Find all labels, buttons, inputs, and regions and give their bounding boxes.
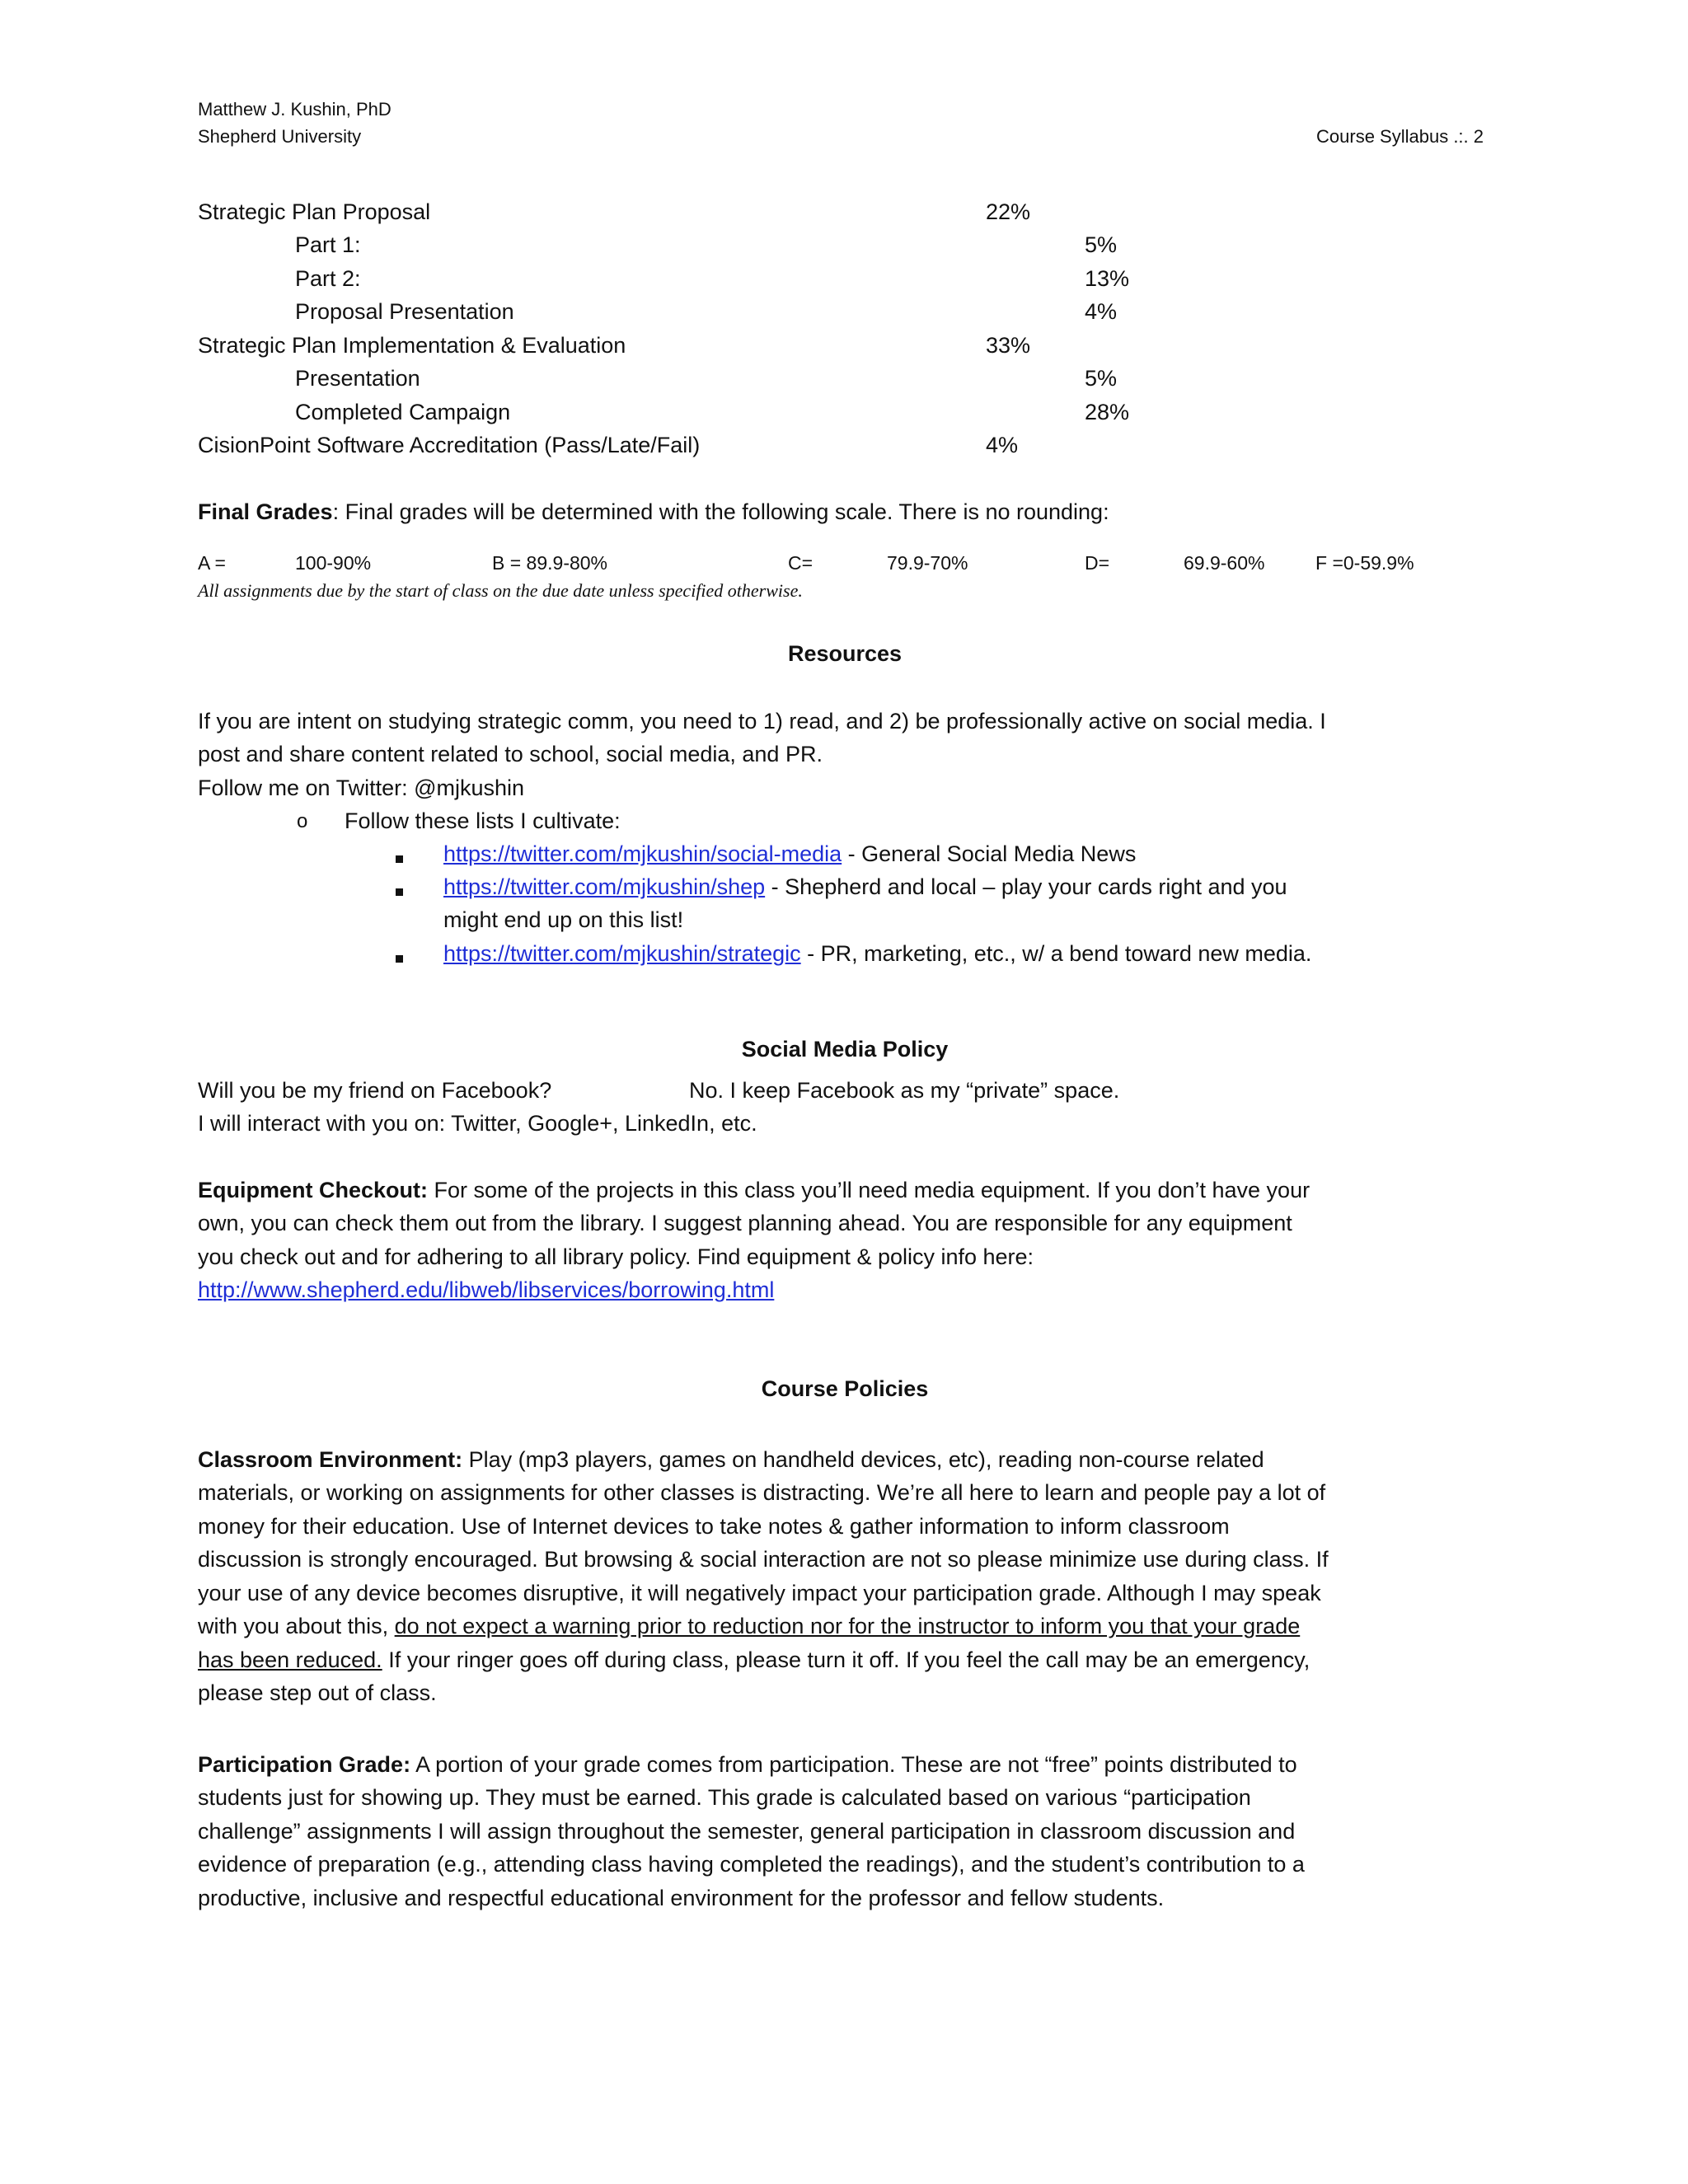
equipment-text: For some of the projects in this class you’ll need media equipment. If you don’t have your — [428, 1178, 1311, 1202]
grade-f: F =0-59.9% — [1315, 552, 1414, 574]
grading-row-value: 28% — [1085, 400, 1130, 424]
grading-row-value: 5% — [1085, 232, 1118, 257]
twitter-list-link-shep[interactable]: https://twitter.com/mjkushin/shep — [443, 874, 766, 899]
grade-d-range: 69.9-60% — [1184, 552, 1265, 574]
list-bullet-circle: o — [297, 810, 308, 832]
participation-text: A portion of your grade comes from participation. These are not “free” points distributed to — [410, 1752, 1297, 1777]
equipment-title: Equipment Checkout: — [198, 1178, 429, 1202]
list-desc-continued: might end up on this list! — [443, 907, 684, 932]
grading-row-value: 13% — [1085, 266, 1130, 291]
twitter-list-link-strategic[interactable]: https://twitter.com/mjkushin/strategic — [443, 941, 801, 966]
list-item — [443, 841, 1136, 867]
course-policies-heading: Course Policies — [761, 1376, 929, 1401]
page-label: Course Syllabus .:. 2 — [1316, 126, 1484, 147]
grade-d-label: D= — [1085, 552, 1110, 574]
resources-heading: Resources — [787, 641, 903, 666]
grading-row-value: 4% — [1085, 299, 1118, 324]
participation-line: evidence of preparation (e.g., attending class having completed the readings), and the student’s contribution to a — [198, 1852, 1305, 1877]
final-grades-title: Final Grades — [198, 499, 333, 524]
equipment-line — [198, 1178, 1310, 1203]
classroom-line — [198, 1447, 1264, 1473]
classroom-title: Classroom Environment: — [198, 1447, 463, 1472]
grading-row-label: Strategic Plan Proposal — [198, 199, 431, 224]
square-bullet — [396, 952, 403, 967]
equipment-link-line — [198, 1277, 774, 1303]
participation-line — [198, 1752, 1297, 1778]
list-item — [443, 941, 1311, 967]
grading-row-value: 5% — [1085, 366, 1118, 391]
resources-paragraph-line: post and share content related to school, social media, and PR. — [198, 742, 823, 766]
resources-paragraph-line: If you are intent on studying strategic comm, you need to 1) read, and 2) be professionally active on social media. I — [198, 709, 1326, 733]
final-grades-text: : Final grades will be determined with the following scale. There is no rounding: — [332, 499, 1109, 524]
participation-line: productive, inclusive and respectful educational environment for the professor and fellow students. — [198, 1886, 1165, 1910]
classroom-line: money for their education. Use of Internet devices to take notes & gather information to inform classroom — [198, 1514, 1230, 1539]
lists-intro: Follow these lists I cultivate: — [345, 808, 621, 833]
participation-line: students just for showing up. They must be earned. This grade is calculated based on various “participation — [198, 1785, 1251, 1810]
author-name: Matthew J. Kushin, PhD — [198, 99, 392, 120]
grade-c-label: C= — [788, 552, 814, 574]
equipment-line: you check out and for adhering to all library policy. Find equipment & policy info here: — [198, 1244, 1034, 1269]
twitter-list-link-social-media[interactable]: https://twitter.com/mjkushin/social-media — [443, 841, 842, 866]
square-bullet — [396, 852, 403, 867]
participation-line: challenge” assignments I will assign throughout the semester, general participation in classroom discussion and — [198, 1819, 1296, 1844]
facebook-question: Will you be my friend on Facebook? — [198, 1078, 552, 1103]
classroom-line: materials, or working on assignments for other classes is distracting. We’re all here to learn and people pay a lot of — [198, 1480, 1326, 1505]
grading-row-label: Proposal Presentation — [295, 299, 514, 324]
grading-row-value: 22% — [986, 199, 1031, 224]
classroom-line: please step out of class. — [198, 1680, 437, 1705]
classroom-text: If your ringer goes off during class, please turn it off. If you feel the call may be an emergency, — [382, 1647, 1311, 1672]
list-desc: - Shepherd and local – play your cards right and you — [765, 874, 1287, 899]
equipment-line: own, you can check them out from the library. I suggest planning ahead. You are responsible for any equipment — [198, 1211, 1292, 1235]
interaction-platforms: I will interact with you on: Twitter, Google+, LinkedIn, etc. — [198, 1111, 757, 1136]
grade-a-label: A = — [198, 552, 226, 574]
twitter-handle-text: Follow me on Twitter: @mjkushin — [198, 776, 525, 800]
grading-row-label: CisionPoint Software Accreditation (Pass/Late/Fail) — [198, 433, 701, 457]
social-media-heading: Social Media Policy — [741, 1037, 949, 1062]
grade-a-range: 100-90% — [295, 552, 372, 574]
classroom-line: discussion is strongly encouraged. But browsing & social interaction are not so please minimize use during class. If — [198, 1547, 1329, 1572]
grading-row-value: 33% — [986, 333, 1031, 358]
classroom-line: your use of any device becomes disruptive, it will negatively impact your participation grade. Although I may speak — [198, 1581, 1321, 1605]
borrowing-policy-link[interactable]: http://www.shepherd.edu/libweb/libservices/borrowing.html — [198, 1277, 775, 1302]
classroom-line — [198, 1614, 1300, 1639]
grading-row-label: Part 1: — [295, 232, 361, 257]
final-grades-paragraph — [198, 499, 1109, 525]
due-date-note: All assignments due by the start of class on the due date unless specified otherwise. — [198, 580, 803, 601]
institution-name: Shepherd University — [198, 126, 362, 147]
grading-row-label: Part 2: — [295, 266, 361, 291]
warning-underlined-text: do not expect a warning prior to reduction nor for the instructor to inform you that your grade — [394, 1614, 1301, 1638]
classroom-text: with you about this, — [198, 1614, 395, 1638]
grading-row-value: 4% — [986, 433, 1019, 457]
facebook-answer: No. I keep Facebook as my “private” space. — [689, 1078, 1120, 1103]
classroom-line — [198, 1647, 1310, 1673]
grade-b: B = 89.9-80% — [492, 552, 608, 574]
square-bullet — [396, 885, 403, 900]
list-desc: - PR, marketing, etc., w/ a bend toward new media. — [800, 941, 1312, 966]
list-desc: - General Social Media News — [842, 841, 1137, 866]
grading-row-label: Presentation — [295, 366, 420, 391]
participation-title: Participation Grade: — [198, 1752, 411, 1777]
reduced-underlined-text: has been reduced. — [198, 1647, 382, 1672]
grade-c-range: 79.9-70% — [887, 552, 968, 574]
grading-row-label: Completed Campaign — [295, 400, 511, 424]
list-item — [443, 874, 1287, 900]
grading-row-label: Strategic Plan Implementation & Evaluation — [198, 333, 626, 358]
classroom-text: Play (mp3 players, games on handheld devices, etc), reading non-course related — [462, 1447, 1264, 1472]
